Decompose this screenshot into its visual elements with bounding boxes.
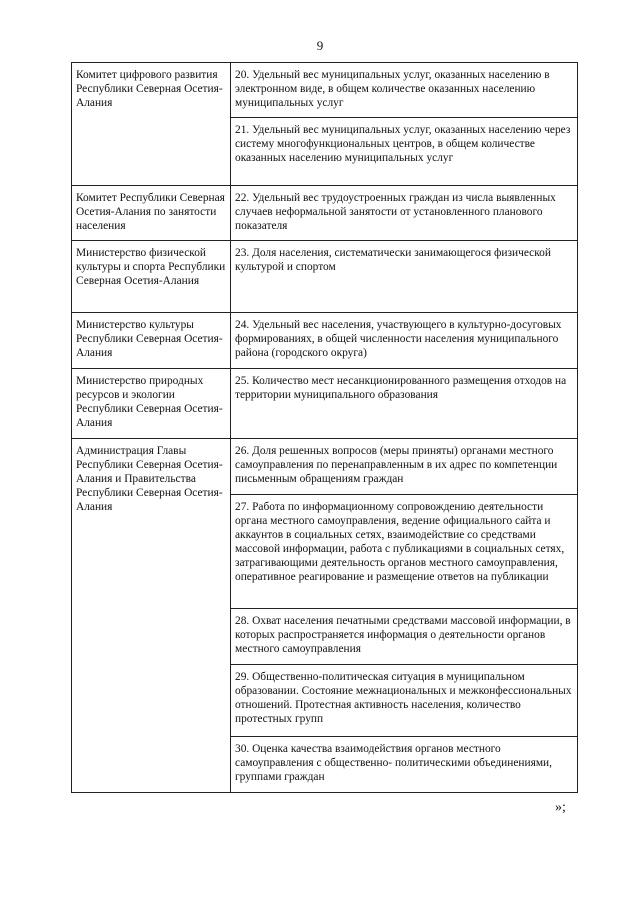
indicator-cell: 29. Общественно-политическая ситуация в муниципальном образовании. Состояние межнациональных и межконфессиональных отношений. Протестная активность населения, количество протестных групп — [231, 665, 578, 737]
page-number: 9 — [316, 38, 324, 53]
organization-cell: Министерство физической культуры и спорта Республики Северная Осетия-Алания — [72, 241, 231, 313]
indicator-cell: 28. Охват населения печатными средствами массовой информации, в которых распространяется информация о деятельности органов местного самоуправления — [231, 609, 578, 665]
organization-cell: Министерство культуры Республики Северная Осетия-Алания — [72, 313, 231, 369]
table-row — [72, 439, 578, 495]
indicator-cell: 24. Удельный вес населения, участвующего в культурно-досуговых формированиях, в общей численности населения муниципального района (городского округа) — [231, 313, 578, 369]
table-row — [72, 241, 578, 313]
indicator-cell: 23. Доля населения, систематически занимающегося физической культурой и спортом — [231, 241, 578, 313]
organization-cell: Комитет цифрового развития Республики Северная Осетия-Алания — [72, 63, 231, 186]
indicator-cell: 22. Удельный вес трудоустроенных граждан из числа выявленных случаев неформальной занятости от установленного планового показателя — [231, 186, 578, 241]
table-row — [72, 63, 578, 118]
indicator-cell: 20. Удельный вес муниципальных услуг, оказанных населению в электронном виде, в общем количестве оказанных населению муниципальных услуг — [231, 63, 578, 118]
organization-cell: Министерство природных ресурсов и экологии Республики Северная Осетия-Алания — [72, 369, 231, 439]
indicator-cell: 27. Работа по информационному сопровождению деятельности органа местного самоуправления, ведение официального сайта и аккаунтов в социальных сетях, взаимодействие со средствами массовой информации, работа с публикациями в социальных сетях, затрагивающими деятельность органов местного самоуправления, оперативное реагирование и размещение ответов на публикации — [231, 495, 578, 609]
table-row — [72, 313, 578, 369]
organization-cell: Комитет Республики Северная Осетия-Алания по занятости населения — [72, 186, 231, 241]
closing-quote-mark: »; — [555, 800, 566, 815]
table-row — [72, 369, 578, 439]
indicators-table — [71, 62, 578, 793]
organization-cell: Администрация Главы Республики Северная Осетия-Алания и Правительства Республики Северная Осетия-Алания — [72, 439, 231, 793]
indicator-cell: 25. Количество мест несанкционированного размещения отходов на территории муниципального образования — [231, 369, 578, 439]
indicator-cell: 21. Удельный вес муниципальных услуг, оказанных населению через систему многофункциональных центров, в общем количестве оказанных населению муниципальных услуг — [231, 118, 578, 186]
indicator-cell: 26. Доля решенных вопросов (меры приняты) органами местного самоуправления по перенаправленным в их адрес по компетенции письменным обращениям граждан — [231, 439, 578, 495]
indicator-cell: 30. Оценка качества взаимодействия органов местного самоуправления с общественно- политическими объединениями, группами граждан — [231, 737, 578, 793]
table-row — [72, 186, 578, 241]
